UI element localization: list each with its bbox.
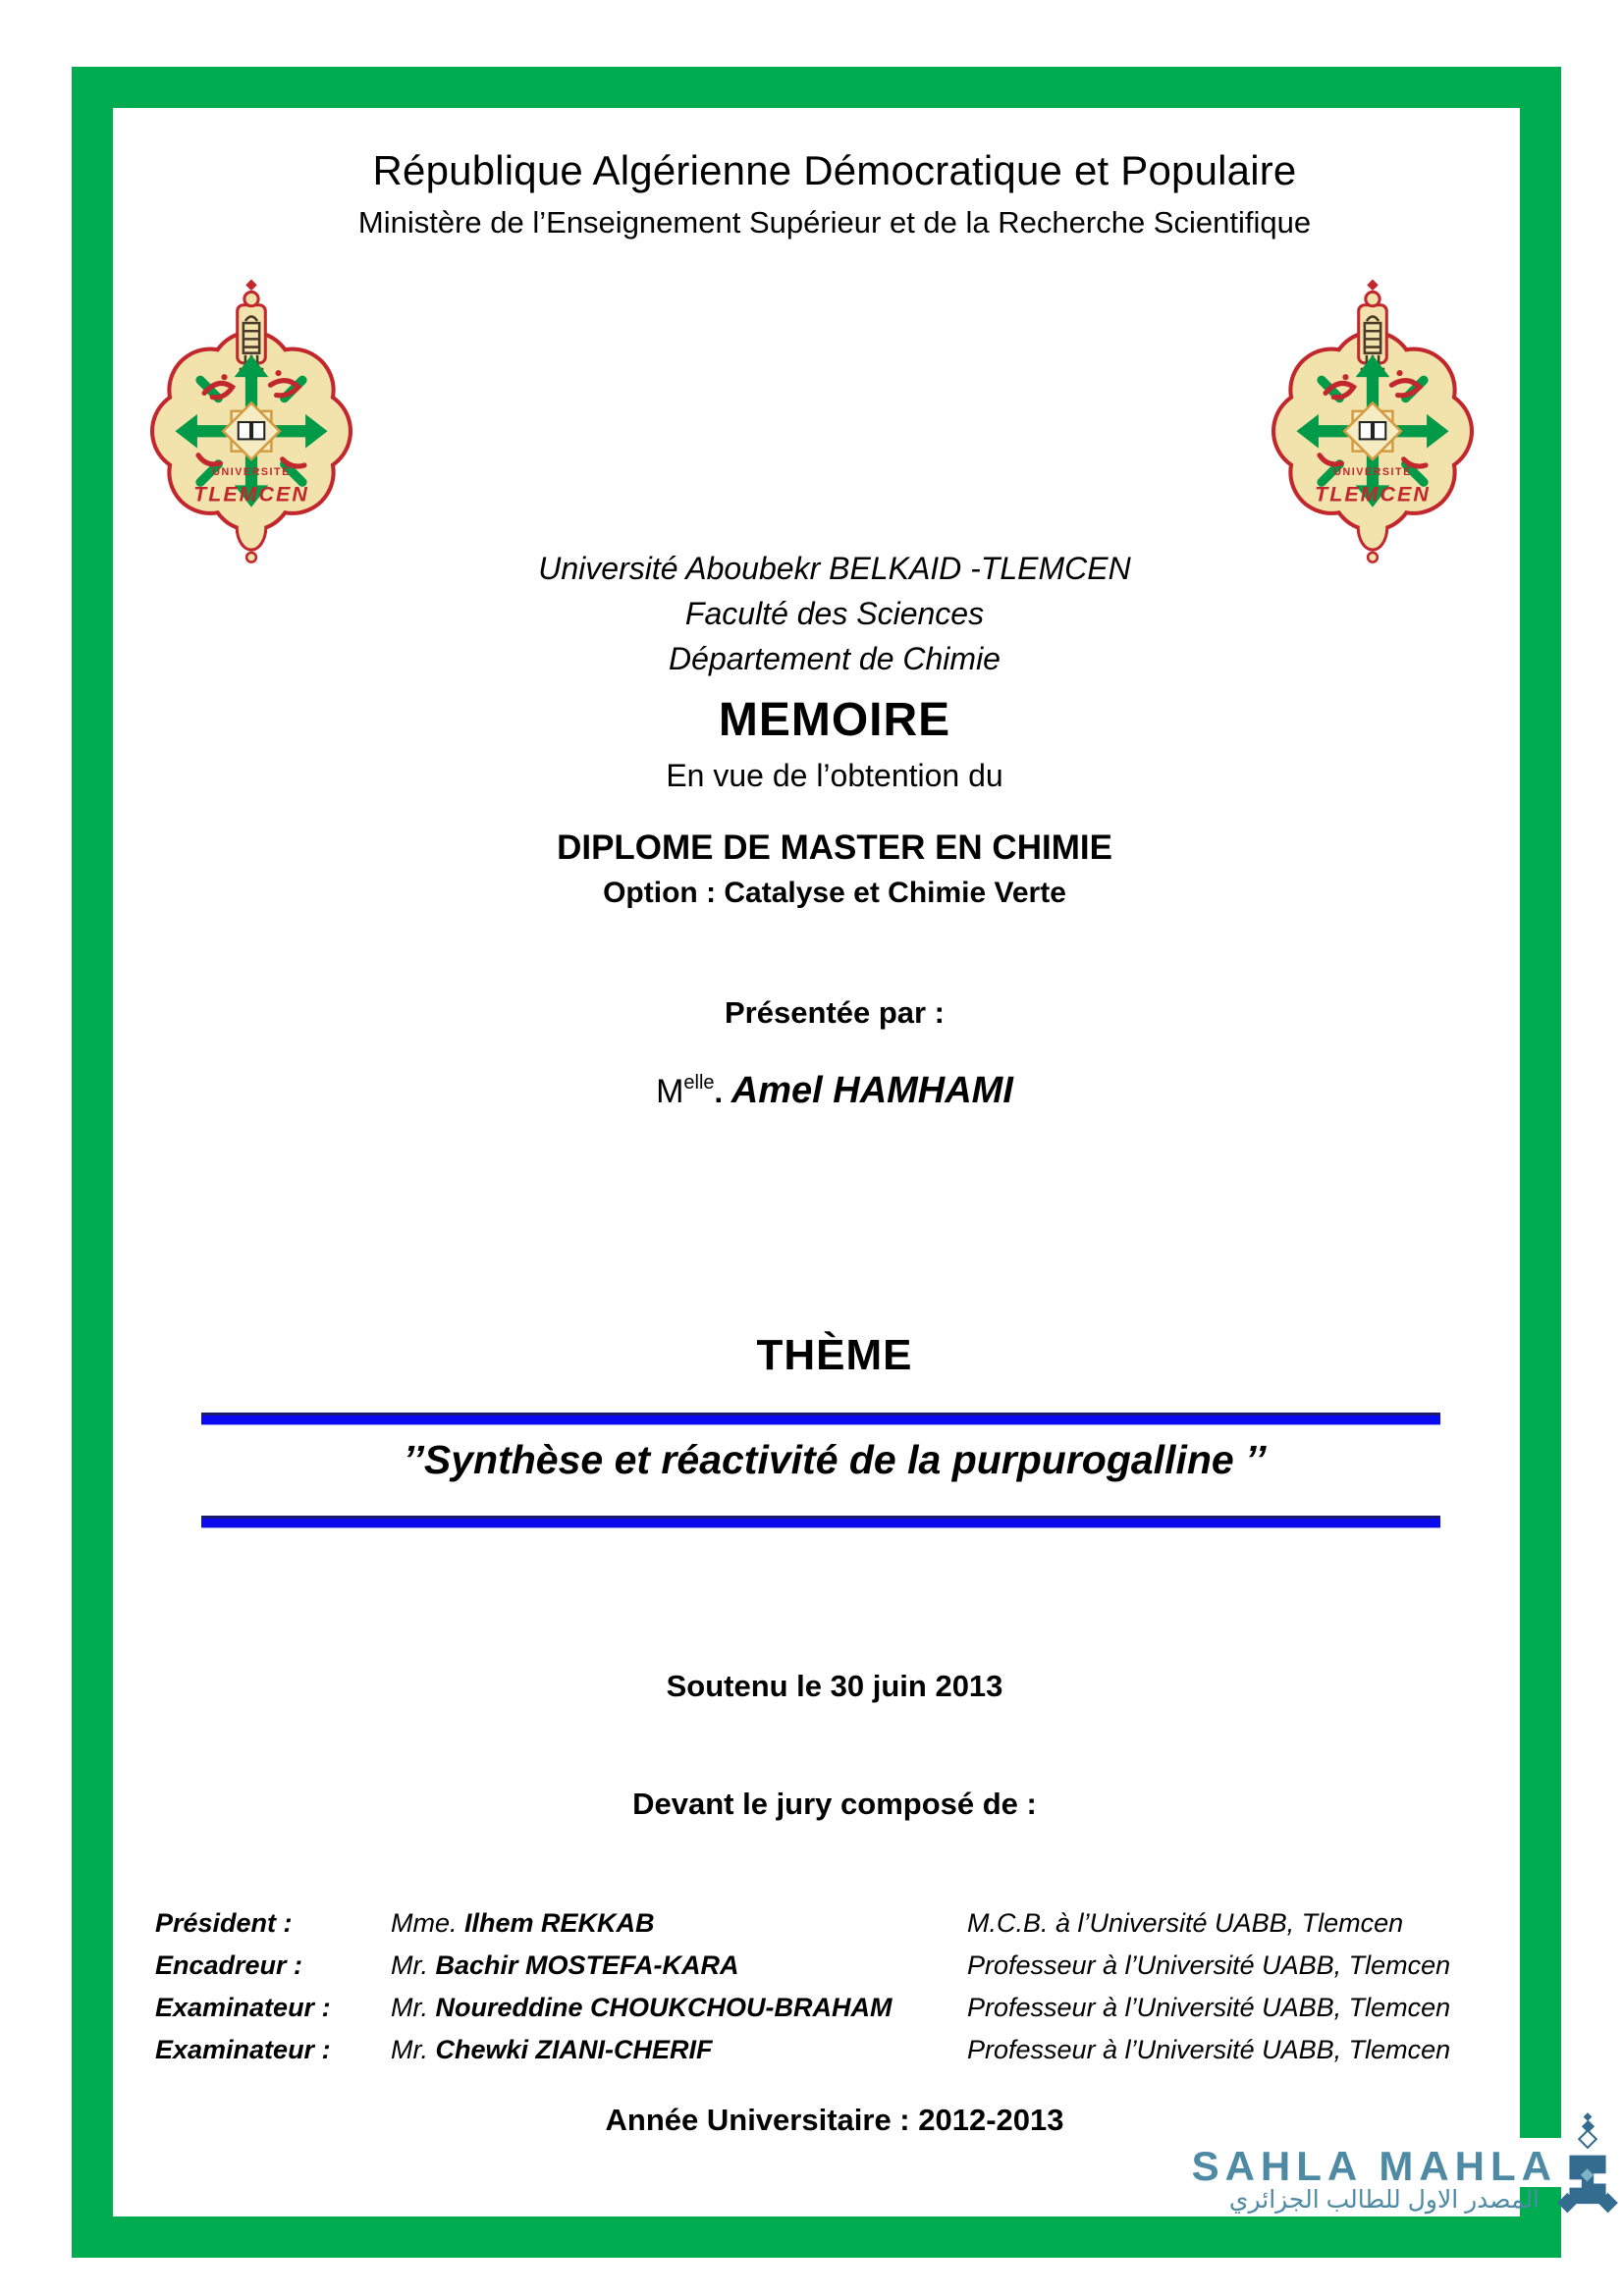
- faculty-name: Faculté des Sciences: [684, 596, 985, 631]
- theme-divider-bottom: [201, 1516, 1440, 1528]
- jury-member: [391, 1945, 967, 1987]
- jury-member-name: Bachir MOSTEFA-KARA: [435, 1950, 739, 1980]
- thesis-title: ’’Synthèse et réactivité de la purpurogalline ’’: [403, 1437, 1267, 1482]
- jury-civility: Mr.: [391, 1950, 428, 1980]
- department-name: Département de Chimie: [669, 641, 1001, 676]
- university-tlemcen-emblem-right: [1267, 269, 1479, 569]
- jury-member: [391, 1902, 967, 1945]
- memoire-heading: MEMOIRE: [718, 694, 951, 746]
- watermark-tagline-arabic: المصدر الاول للطالب الجزائري: [1228, 2186, 1540, 2214]
- author-name: Amel HAMHAMI: [730, 1070, 1013, 1111]
- jury-member: [391, 1987, 967, 2029]
- jury-affiliation: Professeur à l’Université UABB, Tlemcen: [967, 1993, 1451, 2022]
- jury-role: Encadreur :: [155, 1950, 303, 1980]
- jury-civility: Mr.: [391, 2035, 428, 2064]
- jury-row: [155, 2029, 1522, 2071]
- diploma-option: Option : Catalyse et Chimie Verte: [603, 877, 1066, 909]
- jury-heading: Devant le jury composé de :: [632, 1787, 1037, 1821]
- watermark-kufic-logo-icon: [1555, 2110, 1620, 2222]
- jury-role: Examinateur :: [155, 2035, 331, 2064]
- diploma-title: DIPLOME DE MASTER EN CHIMIE: [557, 828, 1112, 867]
- author-civility-sup: elle: [683, 1072, 715, 1094]
- university-name: Université Aboubekr BELKAID -TLEMCEN: [538, 551, 1131, 586]
- jury-member: [391, 2029, 967, 2071]
- university-block: [128, 546, 1542, 681]
- theme-heading: THÈME: [756, 1331, 913, 1379]
- jury-member-name: Chewki ZIANI-CHERIF: [435, 2035, 713, 2064]
- jury-row: [155, 1987, 1522, 2029]
- author-name-line: [128, 1070, 1542, 1112]
- watermark-brand: SAHLA MAHLA: [1191, 2143, 1557, 2189]
- theme-divider-top: [201, 1413, 1440, 1425]
- jury-member-name: Noureddine CHOUKCHOU-BRAHAM: [435, 1993, 893, 2022]
- jury-civility: Mme.: [391, 1908, 458, 1938]
- jury-affiliation: M.C.B. à l’Université UABB, Tlemcen: [967, 1908, 1404, 1938]
- jury-row: [155, 1902, 1522, 1945]
- presented-by-label: Présentée par :: [725, 995, 945, 1030]
- defense-date: Soutenu le 30 juin 2013: [666, 1669, 1003, 1703]
- author-separator: .: [714, 1075, 731, 1109]
- jury-affiliation: Professeur à l’Université UABB, Tlemcen: [967, 1950, 1451, 1980]
- jury-role: Examinateur :: [155, 1993, 331, 2022]
- author-civility-prefix: M: [656, 1073, 684, 1110]
- university-tlemcen-emblem-left: [145, 269, 357, 569]
- republic-title: République Algérienne Démocratique et Populaire: [372, 147, 1297, 193]
- jury-member-name: Ilhem REKKAB: [464, 1908, 655, 1938]
- jury-role: Président :: [155, 1908, 293, 1938]
- jury-table: [155, 1902, 1522, 2071]
- jury-civility: Mr.: [391, 1993, 428, 2022]
- jury-affiliation: Professeur à l’Université UABB, Tlemcen: [967, 2035, 1451, 2064]
- jury-row: [155, 1945, 1522, 1987]
- ministry-subtitle: Ministère de l’Enseignement Supérieur et de la Recherche Scientifique: [357, 205, 1312, 240]
- obtention-subtitle: En vue de l’obtention du: [666, 758, 1003, 793]
- academic-year: Année Universitaire : 2012-2013: [605, 2103, 1064, 2137]
